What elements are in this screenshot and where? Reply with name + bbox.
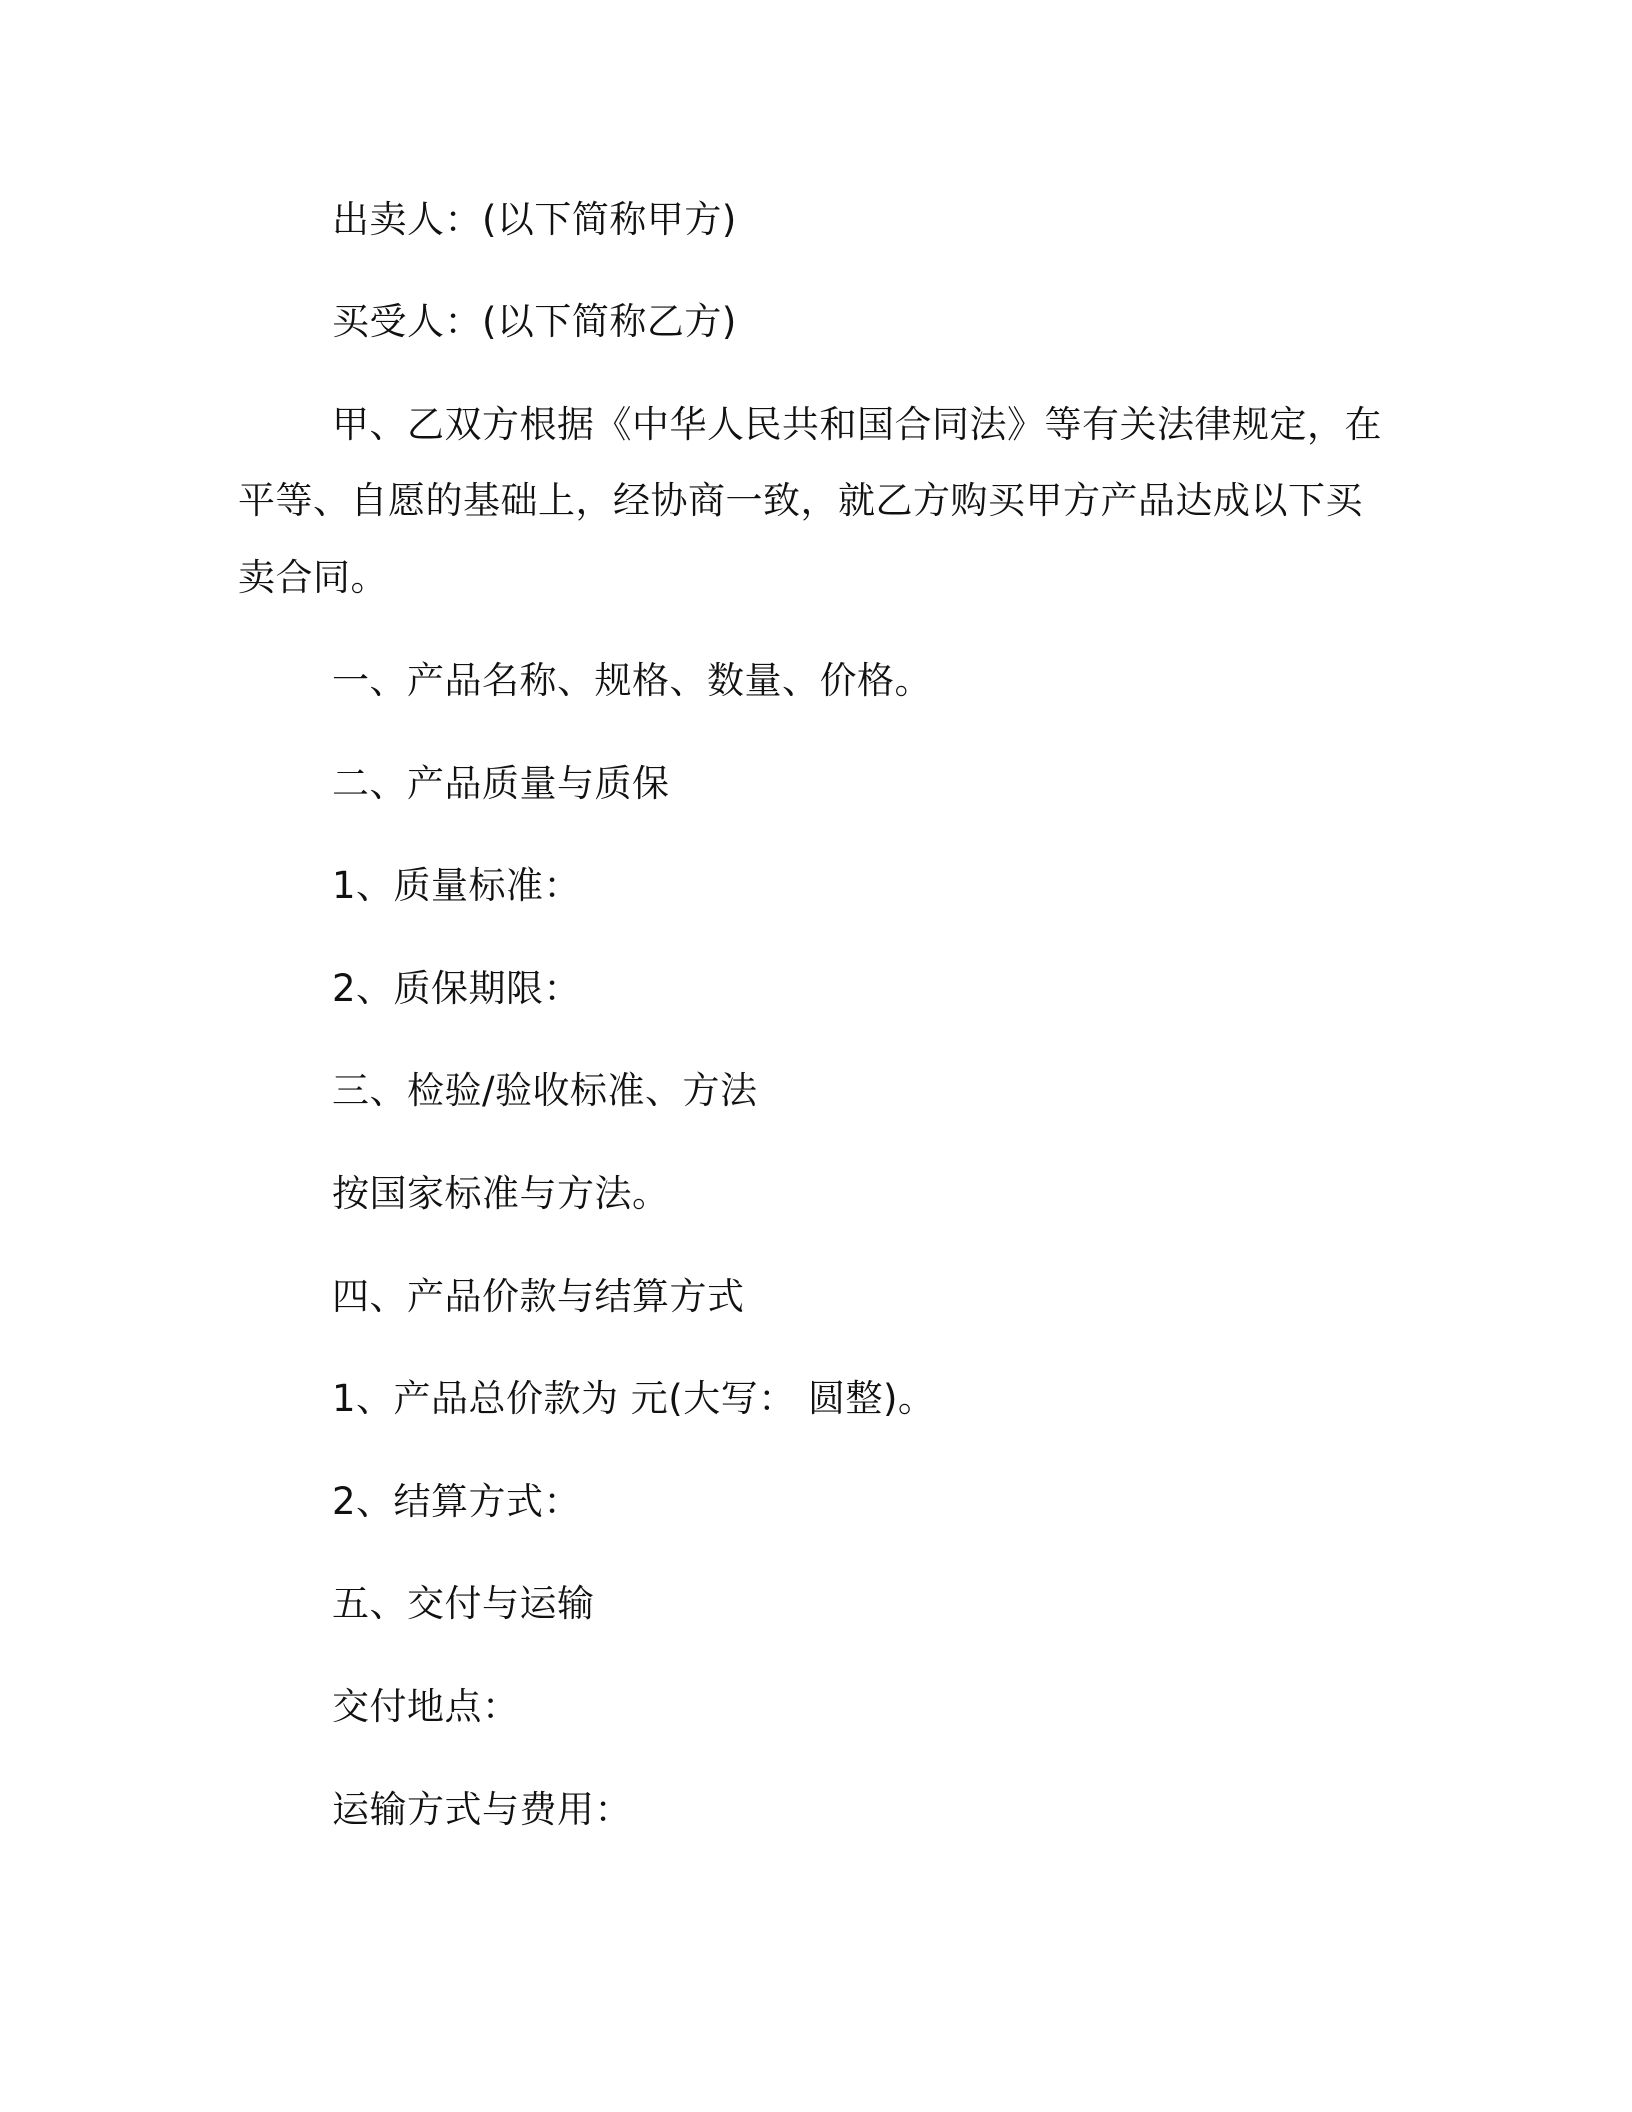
section-4-item-settlement: 2、结算方式： — [332, 1480, 582, 1523]
section-5-heading: 五、交付与运输 — [332, 1582, 595, 1625]
section-5-delivery-place: 交付地点： — [332, 1685, 520, 1728]
buyer-line: 买受人：(以下简称乙方) — [332, 300, 737, 343]
intro-paragraph-line-2: 平等、自愿的基础上，经协商一致，就乙方购买甲方产品达成以下买 — [238, 479, 1363, 522]
seller-line: 出卖人：(以下简称甲方) — [332, 198, 737, 241]
intro-paragraph-line-3: 卖合同。 — [238, 556, 388, 599]
section-2-item-quality-standard: 1、质量标准： — [332, 864, 582, 907]
section-3-body: 按国家标准与方法。 — [332, 1172, 670, 1215]
section-5-transport: 运输方式与费用： — [332, 1788, 632, 1831]
section-1-heading: 一、产品名称、规格、数量、价格。 — [332, 659, 932, 702]
section-4-heading: 四、产品价款与结算方式 — [332, 1275, 745, 1318]
section-2-item-warranty-period: 2、质保期限： — [332, 967, 582, 1010]
section-2-heading: 二、产品质量与质保 — [332, 762, 670, 805]
intro-paragraph-line-1: 甲、乙双方根据《中华人民共和国合同法》等有关法律规定，在 — [332, 403, 1382, 446]
section-4-item-total-price: 1、产品总价款为 元(大写： 圆整)。 — [332, 1377, 936, 1420]
section-3-heading: 三、检验/验收标准、方法 — [332, 1069, 758, 1112]
